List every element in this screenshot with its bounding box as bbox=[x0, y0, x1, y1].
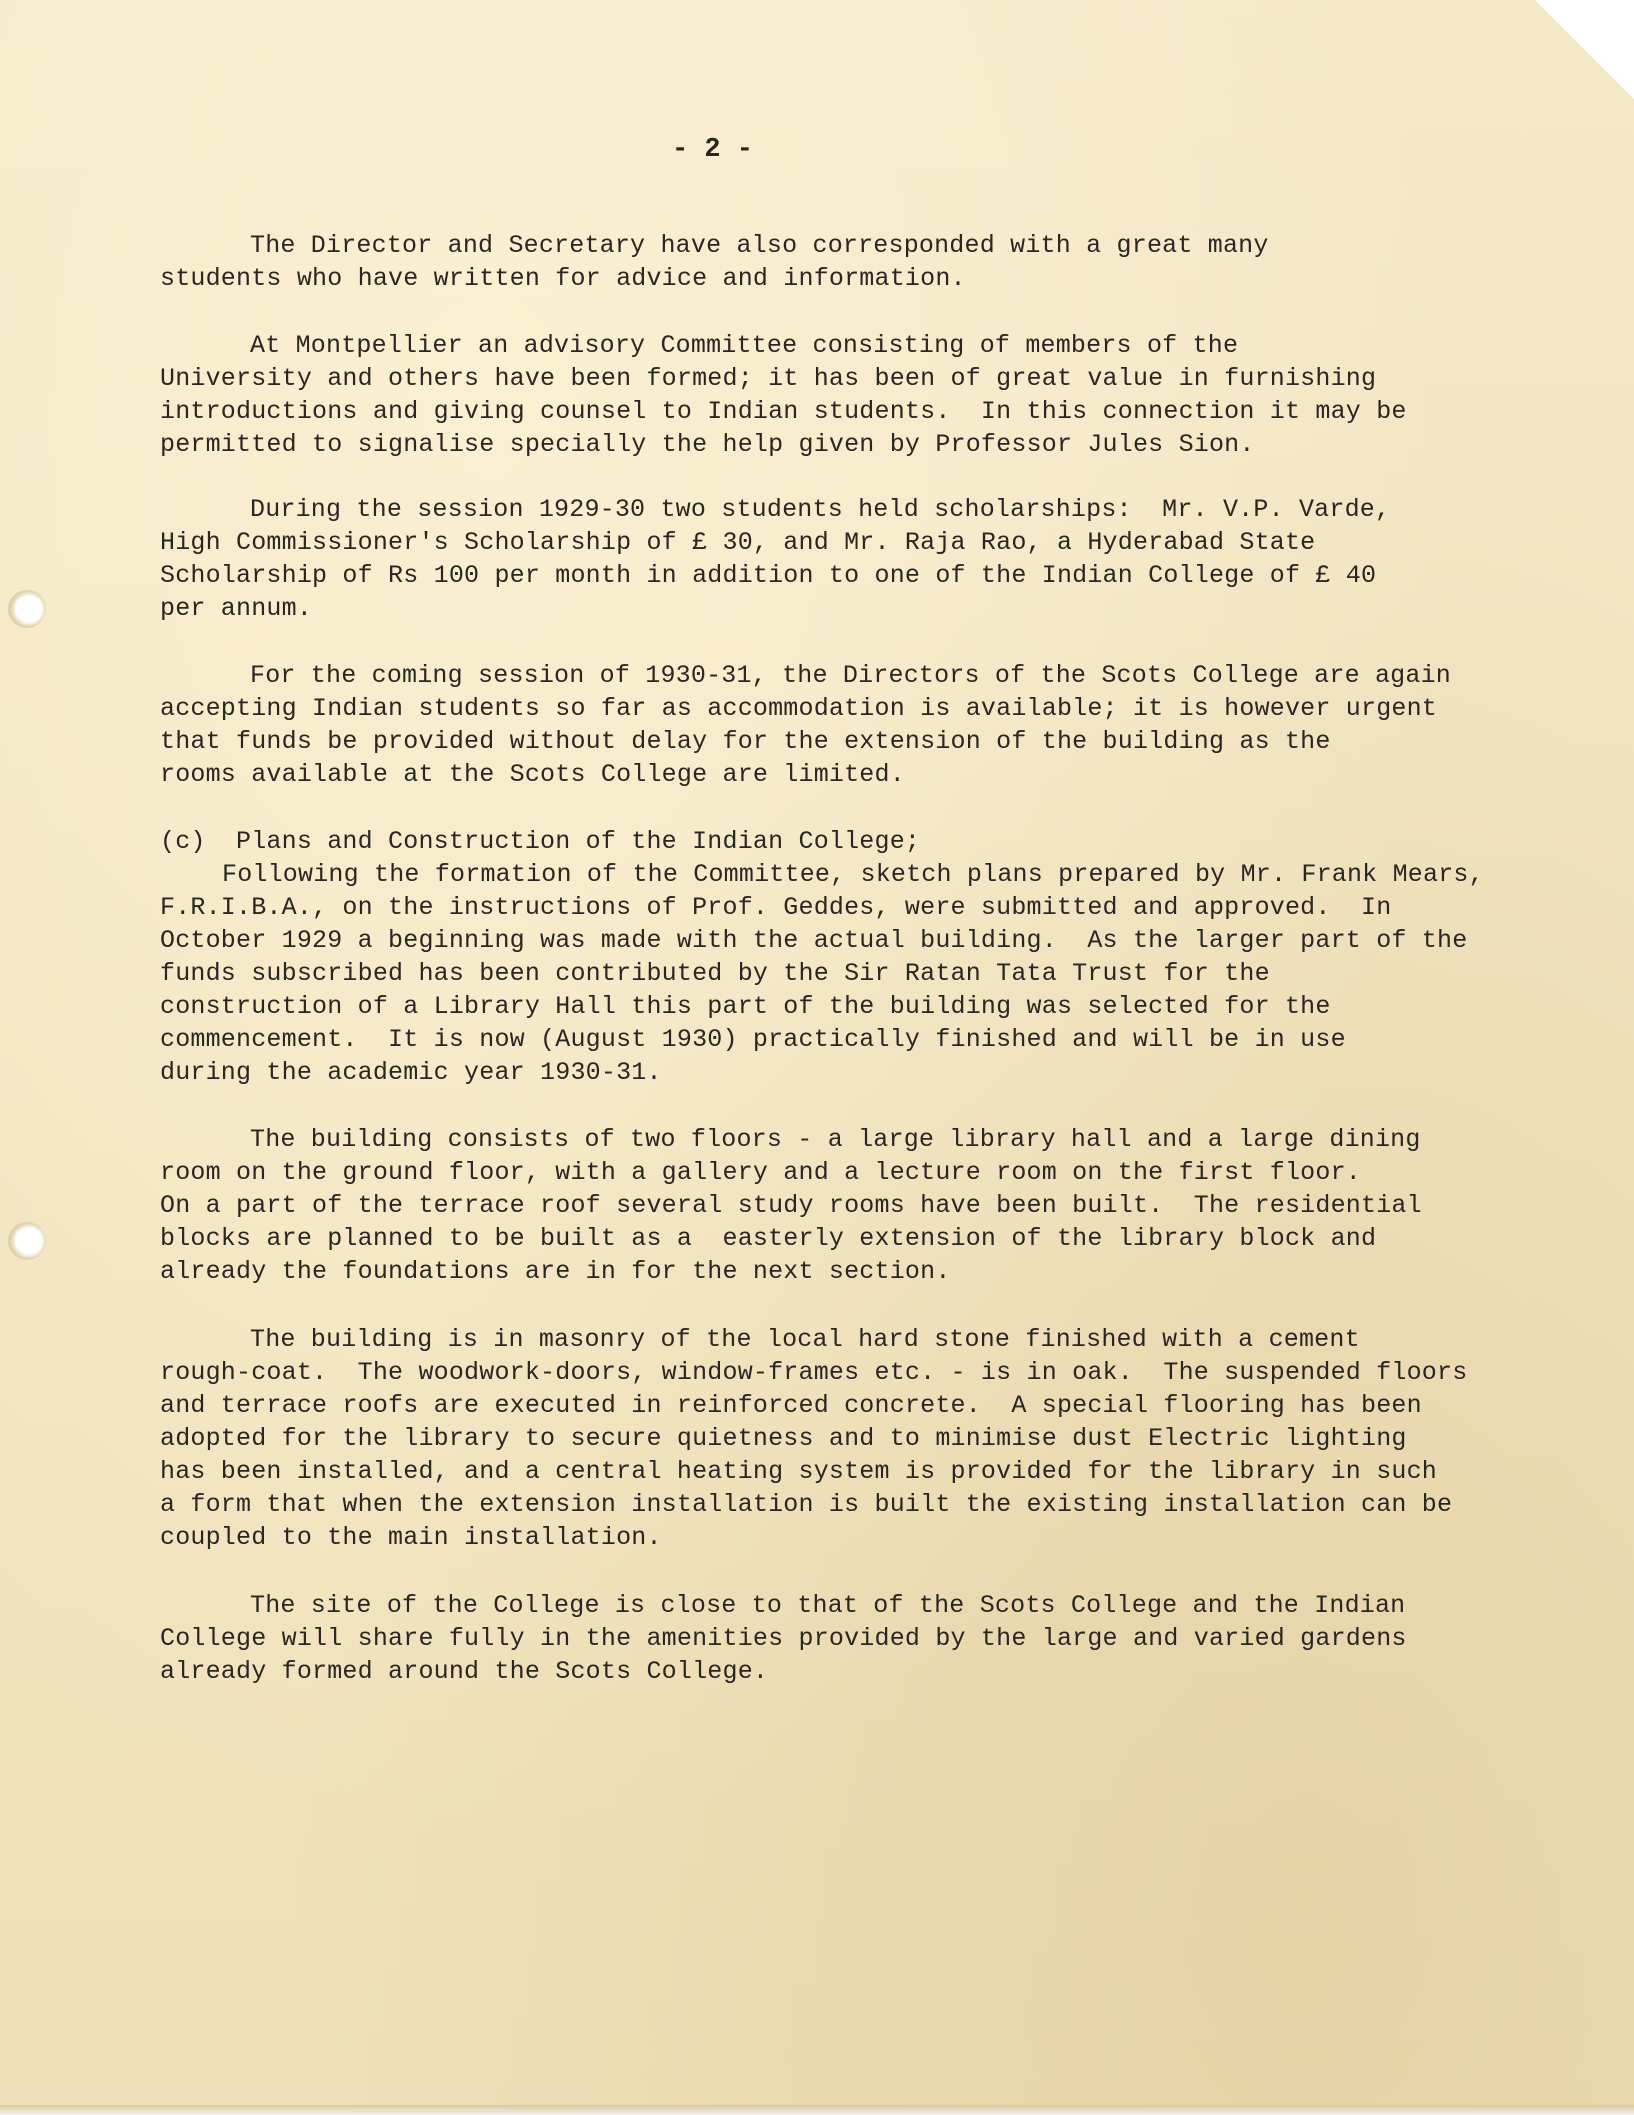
text-line: a form that when the extension installation is built the existing installation can be bbox=[160, 1490, 1453, 1519]
text-line: permitted to signalise specially the help given by Professor Jules Sion. bbox=[160, 430, 1255, 459]
text-line: F.R.I.B.A., on the instructions of Prof. Geddes, were submitted and approved. In bbox=[160, 893, 1392, 922]
text-line: The building is in masonry of the local hard stone finished with a cement bbox=[250, 1325, 1360, 1354]
paragraph-scholarships bbox=[160, 493, 1600, 625]
paragraph-masonry bbox=[160, 1323, 1600, 1554]
text-line: funds subscribed has been contributed by the Sir Ratan Tata Trust for the bbox=[160, 959, 1270, 988]
text-line: that funds be provided without delay for the extension of the building as the bbox=[160, 727, 1331, 756]
text-line: room on the ground floor, with a gallery and a lecture room on the first floor. bbox=[160, 1158, 1361, 1187]
punch-hole-lower bbox=[8, 1222, 46, 1260]
text-line: during the academic year 1930-31. bbox=[160, 1058, 662, 1087]
text-line: On a part of the terrace roof several study rooms have been built. The residential bbox=[160, 1191, 1422, 1220]
page-number: - 2 - bbox=[672, 135, 754, 165]
text-line: The Director and Secretary have also corresponded with a great many bbox=[250, 231, 1269, 260]
text-line: blocks are planned to be built as a easterly extension of the library block and bbox=[160, 1224, 1377, 1253]
paragraph-building-floors bbox=[160, 1123, 1600, 1288]
text-line: The building consists of two floors - a large library hall and a large dining bbox=[250, 1125, 1421, 1154]
text-line: has been installed, and a central heating system is provided for the library in such bbox=[160, 1457, 1438, 1486]
page-bottom-edge bbox=[0, 2105, 1634, 2115]
text-line: Following the formation of the Committee, sketch plans prepared by Mr. Frank Mears, bbox=[222, 860, 1484, 889]
text-line: For the coming session of 1930-31, the Directors of the Scots College are again bbox=[250, 661, 1451, 690]
text-line: rough-coat. The woodwork-doors, window-frames etc. - is in oak. The suspended floors bbox=[160, 1358, 1468, 1387]
text-line: and terrace roofs are executed in reinforced concrete. A special flooring has been bbox=[160, 1391, 1422, 1420]
text-line: commencement. It is now (August 1930) practically finished and will be in use bbox=[160, 1025, 1346, 1054]
text-line: per annum. bbox=[160, 594, 313, 623]
text-line: High Commissioner's Scholarship of £ 30, and Mr. Raja Rao, a Hyderabad State bbox=[160, 528, 1316, 557]
cut-corner bbox=[1535, 0, 1634, 99]
text-line: At Montpellier an advisory Committee consisting of members of the bbox=[250, 331, 1239, 360]
text-line: construction of a Library Hall this part of the building was selected for the bbox=[160, 992, 1331, 1021]
paragraph-montpellier bbox=[160, 329, 1600, 461]
text-line: October 1929 a beginning was made with the actual building. As the larger part of the bbox=[160, 926, 1468, 955]
text-line: introductions and giving counsel to Indian students. In this connection it may be bbox=[160, 397, 1407, 426]
punch-hole-upper bbox=[8, 590, 46, 628]
text-line: University and others have been formed; it has been of great value in furnishing bbox=[160, 364, 1377, 393]
text-line: students who have written for advice and information. bbox=[160, 264, 966, 293]
text-line: During the session 1929-30 two students held scholarships: Mr. V.P. Varde, bbox=[250, 495, 1391, 524]
text-line: College will share fully in the amenities provided by the large and varied gardens bbox=[160, 1624, 1407, 1653]
paragraph-site bbox=[160, 1589, 1600, 1688]
text-line: coupled to the main installation. bbox=[160, 1523, 662, 1552]
text-line: adopted for the library to secure quietness and to minimise dust Electric lighting bbox=[160, 1424, 1407, 1453]
section-heading: (c) Plans and Construction of the Indian College; bbox=[160, 827, 921, 856]
paragraph-correspondence bbox=[160, 229, 1600, 295]
paragraph-coming-session bbox=[160, 659, 1600, 791]
text-line: already formed around the Scots College. bbox=[160, 1657, 769, 1686]
section-plans-construction bbox=[160, 825, 1600, 1089]
text-line: Scholarship of Rs 100 per month in addition to one of the Indian College of £ 40 bbox=[160, 561, 1377, 590]
text-line: rooms available at the Scots College are limited. bbox=[160, 760, 905, 789]
text-line: accepting Indian students so far as accommodation is available; it is however urgent bbox=[160, 694, 1438, 723]
text-line: The site of the College is close to that of the Scots College and the Indian bbox=[250, 1591, 1406, 1620]
text-line: already the foundations are in for the next section. bbox=[160, 1257, 951, 1286]
